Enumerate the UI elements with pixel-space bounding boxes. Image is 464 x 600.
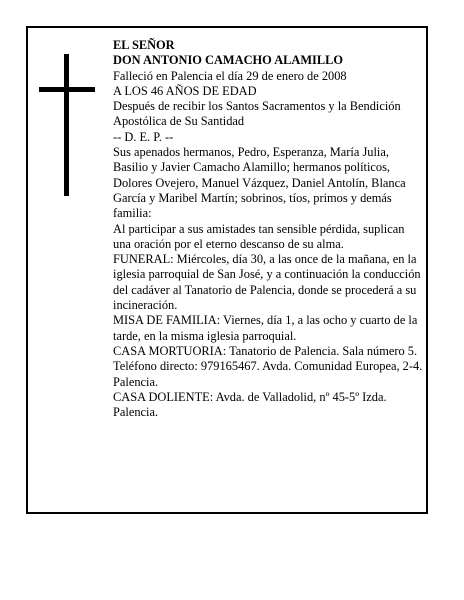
deceased-name: DON ANTONIO CAMACHO ALAMILLO [113, 53, 344, 68]
honorific-title: EL SEÑOR [113, 38, 175, 52]
funeral-info: FUNERAL: Miércoles, día 30, a las once de la mañana, en la iglesia parroquial de San José, y a continuación la conducción del cadáver al Tanatorio de Palencia, donde se procederá a su incineración. [113, 252, 421, 313]
cross-horizontal-bar [39, 87, 95, 92]
rip-line: -- D. E. P. -- [113, 129, 174, 144]
mourning-home-info: CASA DOLIENTE: Avda. de Valladolid, nº 45-5º Izda. Palencia. [113, 389, 387, 420]
sacraments-statement: Después de recibir los Santos Sacramentos y la Bendición Apostólica de Su Santidad [113, 99, 401, 129]
cross-vertical-bar [64, 54, 69, 196]
obituary-text [113, 38, 423, 420]
age-statement: A LOS 46 AÑOS DE EDAD [113, 83, 257, 98]
death-statement: Falleció en Palencia el día 29 de enero de 2008 [113, 68, 347, 83]
prayer-request: Al participar a sus amistades tan sensible pérdida, suplican una oración por el eterno descanso de su alma. [113, 221, 405, 251]
family-paragraph: Sus apenados hermanos, Pedro, Esperanza, María Julia, Basilio y Javier Camacho Alamillo; hermanos políticos, Dolores Ovejero, Manuel Vázquez, Daniel Antolín, Blanca García y Maribel Martín; sobrinos, tíos, primos y demás familia: [113, 145, 406, 221]
family-mass-info: MISA DE FAMILIA: Viernes, día 1, a las ocho y cuarto de la tarde, en la misma iglesia parroquial. [113, 313, 418, 343]
mortuary-info: CASA MORTUORIA: Tanatorio de Palencia. Sala número 5. Teléfono directo: 979165467. Avda. Comunidad Europea, 2-4. Palencia. [113, 343, 423, 389]
